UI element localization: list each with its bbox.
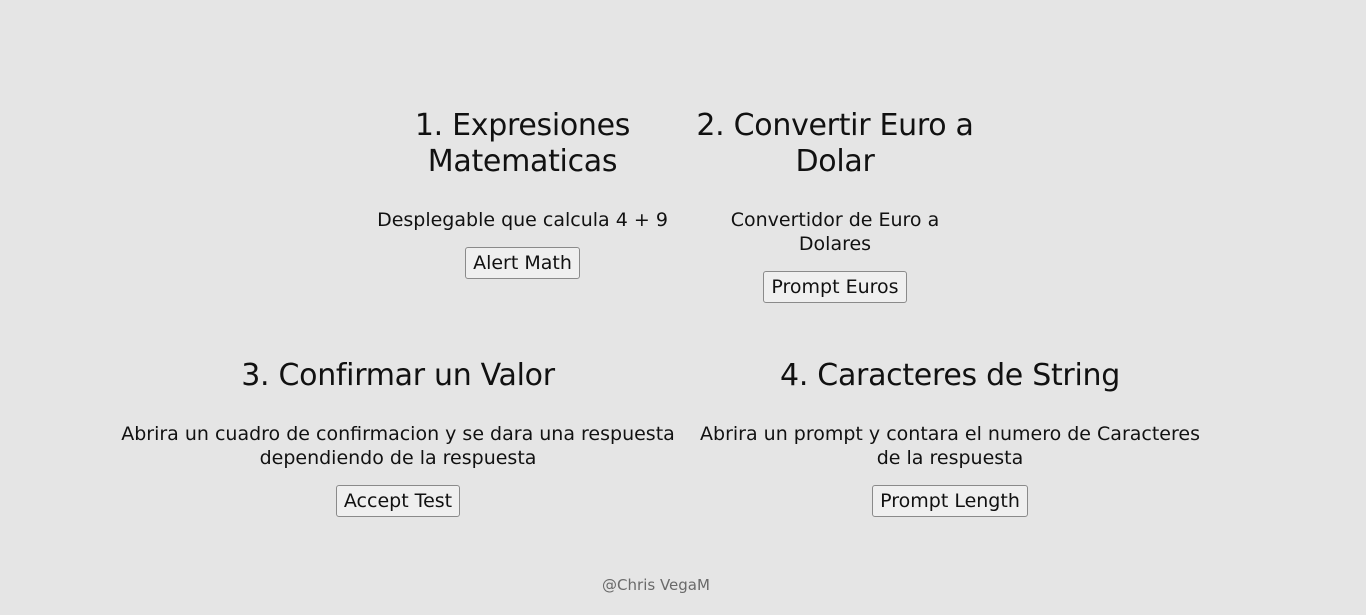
section-title: 3. Confirmar un Valor	[241, 358, 555, 393]
section-title: 4. Caracteres de String	[780, 358, 1120, 393]
accept-test-button[interactable]: Accept Test	[336, 485, 460, 517]
prompt-euros-button[interactable]: Prompt Euros	[763, 271, 906, 303]
alert-math-button[interactable]: Alert Math	[465, 247, 580, 279]
section-description: Convertidor de Euro a Dolares	[730, 209, 940, 255]
footer-credit: @Chris VegaM	[602, 576, 710, 594]
prompt-length-button[interactable]: Prompt Length	[872, 485, 1028, 517]
section-title: 1. Expresiones Matematicas	[414, 108, 631, 179]
section-description: Abrira un cuadro de confirmacion y se dara una respuesta dependiendo de la respuesta	[121, 423, 675, 469]
section-euro-to-dollar	[690, 108, 980, 303]
section-description: Abrira un prompt y contara el numero de Caracteres de la respuesta	[700, 423, 1200, 469]
section-description: Desplegable que calcula 4 + 9	[377, 209, 668, 231]
section-math-expressions	[365, 108, 680, 279]
section-title: 2. Convertir Euro a Dolar	[696, 108, 974, 179]
section-string-characters	[700, 358, 1200, 517]
section-confirm-value	[120, 358, 676, 517]
